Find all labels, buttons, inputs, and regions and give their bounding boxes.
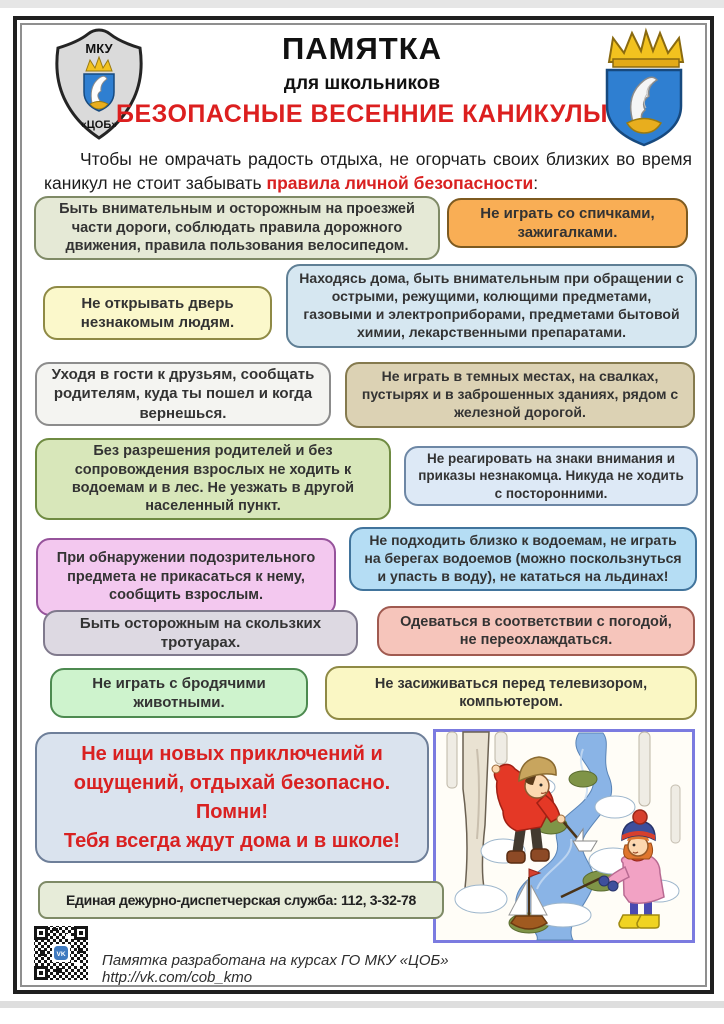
tip-text: При обнаружении подозрительного предмета не прикасаться к нему, сообщить взрослым.	[56, 550, 316, 604]
emergency-service-text: Единая дежурно-диспетчерская служба: 112, 3-32-78	[66, 892, 416, 908]
badge-top-label: МКУ	[85, 41, 113, 56]
page-edge-top	[0, 0, 724, 8]
tip-box	[404, 446, 698, 506]
page-subtitle: для школьников	[283, 73, 441, 94]
tip-box	[36, 538, 336, 616]
intro-highlight: правила личной безопасности	[266, 173, 534, 194]
tip-box	[50, 668, 308, 718]
tip-box	[349, 527, 697, 591]
tip-box	[43, 610, 358, 656]
tip-text: Не подходить близко к водоемам, не играть на берегах водоемов (можно поскользнуться и упасть в воду), не кататься на льдинах!	[364, 532, 682, 584]
final-note-line: Помни!	[195, 800, 269, 823]
tip-text: Одеваться в соответствии с погодой, не переохлаждаться.	[400, 613, 672, 648]
final-note-line: Не ищи новых приключений и ощущений, отдыхай безопасно.	[73, 742, 391, 794]
tip-text: Не открывать дверь незнакомым людям.	[80, 294, 235, 331]
illustration-children-stream	[433, 729, 695, 943]
tip-box	[35, 362, 331, 426]
tip-box	[286, 264, 697, 348]
tip-text: Не засиживаться перед телевизором, компьютером.	[374, 675, 648, 710]
tip-text: Без разрешения родителей и без сопровождения взрослых не ходить к водоемам и в лес. Не уезжать в другой населенный пункт.	[71, 443, 355, 515]
tip-box	[377, 606, 695, 656]
tip-box	[325, 666, 697, 720]
intro-paragraph	[44, 147, 692, 195]
qr-code	[32, 924, 90, 982]
vk-logo-icon	[52, 944, 70, 962]
page-edge-bottom	[0, 1001, 724, 1008]
intro-text: Чтобы не омрачать радость отдыха, не огорчать своих близких во время каникул не стоит забывать	[44, 149, 692, 194]
tip-text: Находясь дома, быть внимательным при обращении с острыми, режущими, колющими предметами, газовыми и электроприборами, предметами бытовой химии, лекарственными препаратами.	[299, 270, 684, 340]
badge-bottom-label: «ЦОБ»	[80, 119, 118, 131]
svg-text:VK: VK	[56, 950, 66, 958]
footer-credit: Памятка разработана на курсах ГО МКУ «ЦОБ» http://vk.com/cob_kmo	[102, 952, 449, 986]
tip-box	[35, 438, 391, 520]
tip-text: Не играть в темных местах, на свалках, пустырях и в заброшенных зданиях, рядом с железной дорогой.	[361, 368, 679, 420]
tip-text: Не реагировать на знаки внимания и приказы незнакомца. Никуда не ходить с посторонними.	[418, 451, 684, 501]
tip-box	[34, 196, 440, 260]
intro-colon: :	[533, 173, 539, 194]
page-title: ПАМЯТКА	[281, 31, 443, 66]
page-banner: БЕЗОПАСНЫЕ ВЕСЕННИЕ КАНИКУЛЫ	[115, 100, 608, 128]
tip-text: Не играть с бродячими животными.	[92, 674, 266, 711]
tip-text: Не играть со спичками, зажигалками.	[480, 204, 655, 241]
tip-box	[43, 286, 272, 340]
tip-box	[345, 362, 695, 428]
tip-text: Быть внимательным и осторожным на проезжей части дороги, соблюдать правила дорожного движения, правила пользования велосипедом.	[59, 201, 415, 255]
final-note-box	[35, 732, 429, 863]
tip-text: Уходя в гости к друзьям, сообщать родителям, куда ты пошел и когда вернешься.	[51, 366, 315, 422]
emergency-service-box	[38, 881, 444, 919]
final-note-line: Тебя всегда ждут дома и в школе!	[63, 829, 401, 852]
tip-box	[447, 198, 688, 248]
tip-text: Быть осторожным на скользких тротуарах.	[79, 614, 322, 651]
